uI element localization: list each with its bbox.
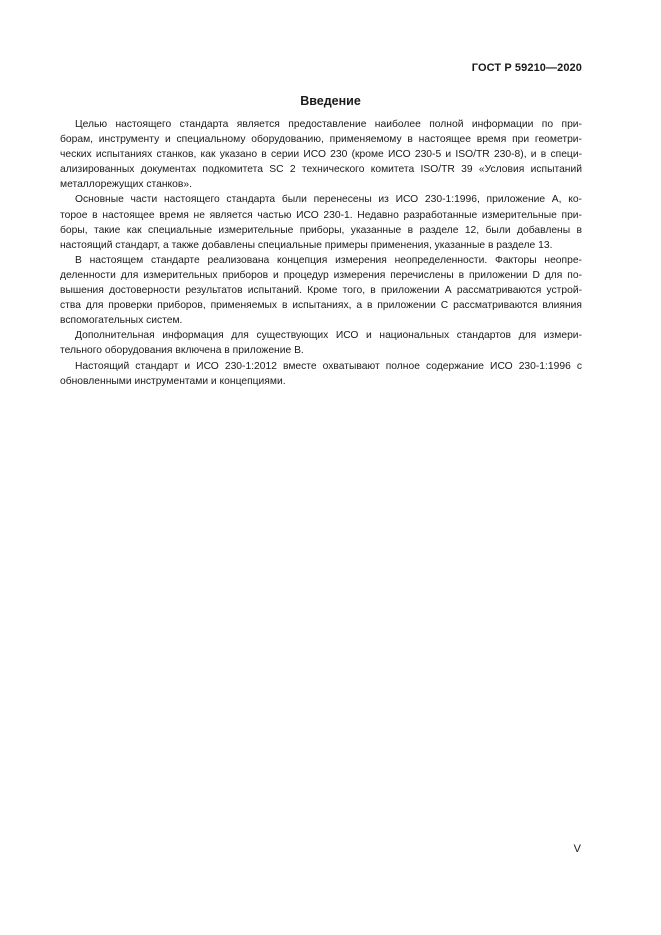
- section-title: Введение: [300, 94, 361, 108]
- text-line: металлорежущих станков».: [60, 179, 192, 191]
- paragraph-5: [60, 359, 582, 389]
- text-line: Дополнительная информация для существующих ИСО и национальных стандартов для измери-: [75, 330, 582, 342]
- text-line: настоящий стандарт, а также добавлены специальные примеры применения, указанные в разделе 13.: [60, 239, 553, 251]
- text-line: Целью настоящего стандарта является предоставление наиболее полной информации по при-: [75, 119, 582, 130]
- text-line: Настоящий стандарт и ИСО 230-1:2012 вместе охватывают полное содержание ИСО 230-1:1996 с: [75, 360, 582, 372]
- page-number: V: [573, 843, 581, 855]
- text-line: В настоящем стандарте реализована концепция измерения неопределенности. Факторы неопре-: [75, 254, 582, 266]
- text-line: Основные части настоящего стандарта были перенесены из ИСО 230-1:1996, приложение А, ко-: [75, 194, 582, 206]
- text-line: торое в настоящее время не является частью ИСО 230-1. Недавно разработанные измерительные при-: [60, 209, 582, 221]
- text-line: обновленными инструментами и концепциями.: [60, 375, 286, 387]
- paragraph-4: [60, 328, 582, 358]
- text-line: тельного оборудования включена в приложение В.: [60, 345, 304, 357]
- text-line: борам, инструменту и специальному оборудованию, применяемому в настоящее время при геометри-: [60, 134, 582, 146]
- text-line: ческих испытаниях станков, как указано в серии ИСО 230 (кроме ИСО 230-5 и ISO/TR 230-8), и в специ-: [60, 149, 582, 161]
- text-line: ства для проверки приборов, применяемых в испытаниях, а в приложении С рассматриваются влияния: [60, 300, 582, 312]
- text-line: ализированных документах подкомитета SC 2 технического комитета ISO/TR 39 «Условия испытаний: [60, 164, 582, 176]
- paragraph-1: [60, 117, 582, 192]
- text-line: боры, такие как специальные измерительные приборы, указанные в разделе 12, были добавлены в: [60, 224, 582, 236]
- paragraph-3: [60, 253, 582, 328]
- text-line: вышения достоверности результатов испытаний. Кроме того, в приложении А рассматриваются устрой-: [60, 285, 582, 297]
- text-line: вспомогательных систем.: [60, 315, 183, 327]
- standard-code-header: ГОСТ Р 59210—2020: [471, 62, 582, 74]
- body-text: [60, 117, 582, 389]
- paragraph-2: [60, 192, 582, 252]
- text-line: деленности для измерительных приборов и процедур измерения перечислены в приложении D для по-: [60, 269, 582, 281]
